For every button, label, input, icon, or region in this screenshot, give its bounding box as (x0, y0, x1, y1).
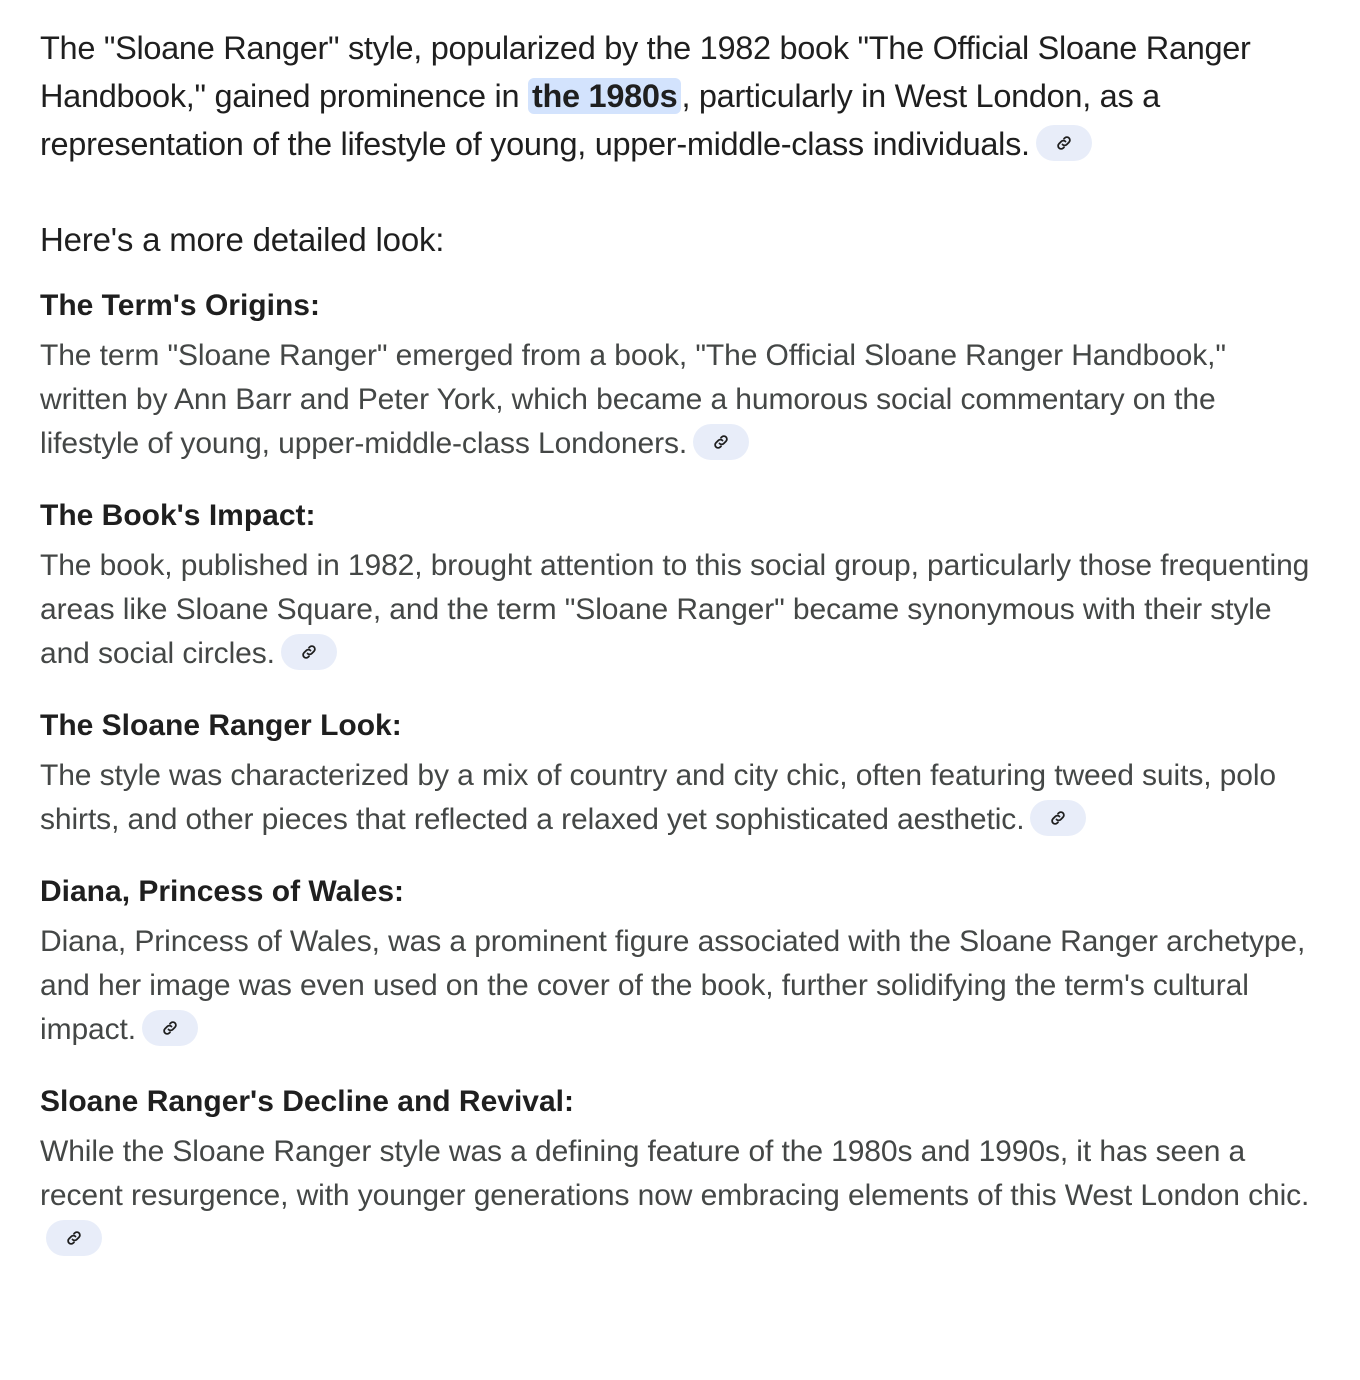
link-icon (1055, 134, 1073, 152)
section-decline-revival (40, 1082, 1320, 1262)
section-term-origins (40, 286, 1320, 466)
intro-text-after: , particularly in West London, as a representation of the lifestyle of young, upper-middle-class individuals. (40, 78, 1160, 162)
section-title: The Book's Impact: (40, 499, 316, 532)
section-body (40, 920, 1320, 1052)
link-icon (712, 433, 730, 451)
citation-link-button[interactable] (142, 1010, 198, 1046)
highlighted-term[interactable]: the 1980s (528, 78, 681, 114)
intro-paragraph (40, 24, 1320, 168)
citation-link-button[interactable] (281, 634, 337, 670)
section-diana (40, 872, 1320, 1052)
section-book-impact (40, 496, 1320, 676)
link-icon (300, 643, 318, 661)
section-body-text: The style was characterized by a mix of country and city chic, often featuring tweed suits, polo shirts, and other pieces that reflected a relaxed yet sophisticated aesthetic. (40, 759, 1277, 836)
section-body-text: While the Sloane Ranger style was a defining feature of the 1980s and 1990s, it has seen a recent resurgence, with younger generations now embracing elements of this West London chic. (40, 1135, 1310, 1212)
section-sloane-look (40, 706, 1320, 842)
section-title: The Sloane Ranger Look: (40, 709, 402, 742)
section-body-text: The book, published in 1982, brought attention to this social group, particularly those frequenting areas like Sloane Square, and the term "Sloane Ranger" became synonymous with their style and social circles. (40, 549, 1310, 670)
section-body-text: The term "Sloane Ranger" emerged from a book, "The Official Sloane Ranger Handbook," written by Ann Barr and Peter York, which became a humorous social commentary on the lifestyle of young, upper-middle-class Londoners. (40, 339, 1226, 460)
citation-link-button[interactable] (46, 1220, 102, 1256)
citation-link-button[interactable] (693, 424, 749, 460)
section-body (40, 754, 1320, 842)
section-body (40, 1130, 1320, 1262)
link-icon (65, 1229, 83, 1247)
section-body (40, 334, 1320, 466)
section-body (40, 544, 1320, 676)
section-title: Diana, Princess of Wales: (40, 875, 405, 908)
link-icon (161, 1019, 179, 1037)
section-title: The Term's Origins: (40, 289, 320, 322)
intro-text-before: The "Sloane Ranger" style, popularized by the 1982 book "The Official Sloane Ranger Handbook," gained prominence in (40, 30, 1251, 114)
citation-link-button[interactable] (1030, 800, 1086, 836)
section-title: Sloane Ranger's Decline and Revival: (40, 1085, 574, 1118)
citation-link-button[interactable] (1036, 125, 1092, 161)
section-body-text: Diana, Princess of Wales, was a prominent figure associated with the Sloane Ranger archetype, and her image was even used on the cover of the book, further solidifying the term's cultural impact. (40, 925, 1306, 1046)
detail-heading: Here's a more detailed look: (40, 221, 445, 258)
link-icon (1049, 809, 1067, 827)
